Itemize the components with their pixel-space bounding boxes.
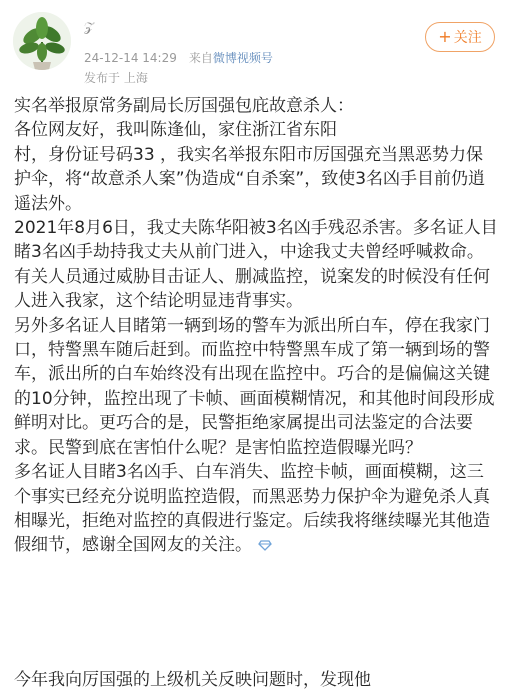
source-prefix: 来自 xyxy=(188,51,213,65)
follow-button[interactable] xyxy=(425,22,495,52)
post-cutoff-line: 今年我向厉国强的上级机关反映问题时，发现他 xyxy=(14,670,371,690)
source-link[interactable]: 微博视频号 xyxy=(212,51,273,65)
post-meta xyxy=(84,49,273,66)
post-location: 发布于 上海 xyxy=(84,71,148,85)
post-paragraph: 2021年8月6日，我丈夫陈华阳被3名凶手残忍杀害。多名证人目睹3名凶手劫持我丈夫从前门进入，中途我丈夫曾经呼喊救命。有关人员通过威胁目击证人、删减监控，说案发的时候没有任何人进入我家，这个结论明显违背事实。 xyxy=(14,218,498,312)
post-paragraph: 另外多名证人目睹第一辆到场的警车为派出所白车，停在我家门口，特警黑车随后赶到。而监控中特警黑车成了第一辆到场的警车，派出所的白车始终没有出现在监控中。巧合的是偏偏这关键的10分钟，监控出现了卡帧、画面模糊情况，和其他时间段形成鲜明对比。更巧合的是，民警拒绝家属提出司法鉴定的合法要求。民警到底在害怕什么呢？是害怕监控造假曝光吗？ xyxy=(14,315,495,458)
post-paragraph: 各位网友好，我叫陈逢仙，家住浙江省东阳 xyxy=(14,120,337,141)
post-paragraph: 实名举报原常务副局长厉国强包庇故意杀人： xyxy=(14,96,354,116)
follow-label: 关注 xyxy=(453,30,482,46)
diamond-icon xyxy=(258,540,272,551)
post-paragraph-text: 多名证人目睹3名凶手、白车消失、监控卡帧，画面模糊，这三个事实已经充分说明监控造假，而黑恶势力保护伞为避免杀人真相曝光，拒绝对监控的真假进行鉴定。后续我将继续曝光其他造假细节，感谢全国网友的关注。 xyxy=(14,462,490,556)
user-name[interactable]: 𝒵 xyxy=(84,20,95,35)
post-body xyxy=(14,94,498,558)
post-paragraph xyxy=(14,460,498,558)
post-timestamp: 24-12-14 14:29 xyxy=(84,51,177,65)
user-avatar[interactable] xyxy=(13,12,71,70)
post-paragraph: 村，身份证号码33 ，我实名举报东阳市厉国强充当黑恶势力保护伞，将“故意杀人案”伪造成“自杀案”，致使3名凶手目前仍逍遥法外。 xyxy=(14,144,486,214)
plus-icon: + xyxy=(438,27,452,46)
plant-avatar-icon xyxy=(13,12,71,70)
post-header xyxy=(0,0,512,92)
